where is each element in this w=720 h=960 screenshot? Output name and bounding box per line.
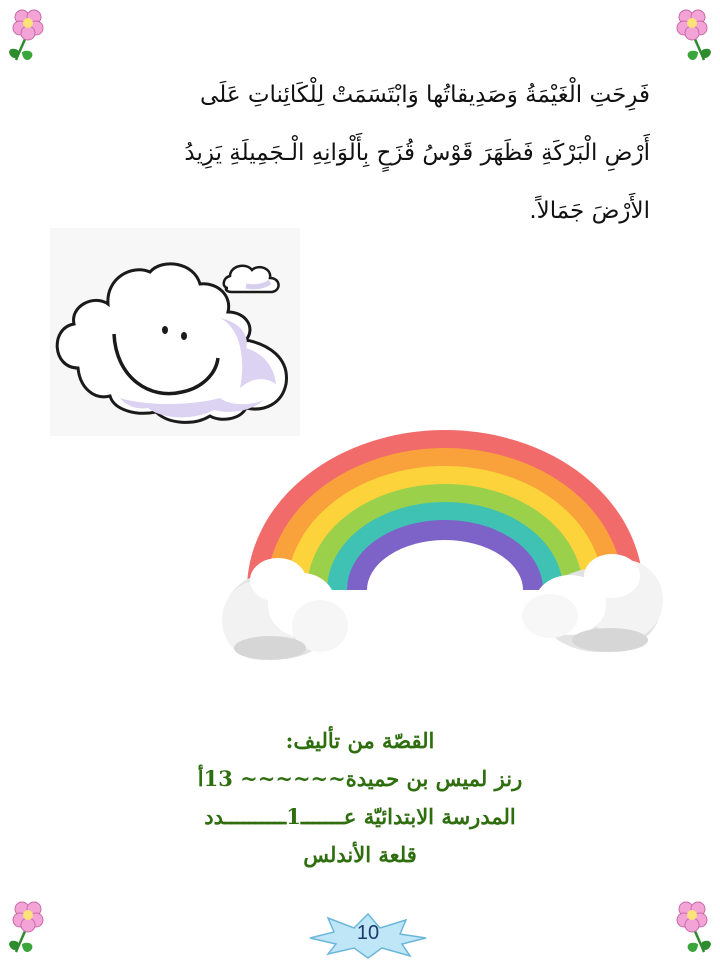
credits-heading: القصّة من تأليف: (285, 728, 435, 753)
author-name: رنز لميس بن حميدة~~~~~~ 13أ (197, 766, 523, 791)
city-name: قلعة الأندلس (303, 842, 417, 867)
rainbow-illustration (220, 430, 670, 675)
flower-icon (2, 2, 54, 66)
story-paragraph (150, 66, 650, 240)
story-line: أَرْضِ الْبَرْكَةِ فَظَهَرَ قَوْسُ قُزَحٍ بِأَلْوَانِهِ الْـجَمِيلَةِ يَزِيدُ (184, 140, 650, 166)
story-line: الأَرْضَ جَمَالاً. (529, 198, 650, 224)
school-name: المدرسة الابتدائيّة عـــــــ1ــــــــــدد (204, 804, 516, 829)
flower-icon (666, 2, 718, 66)
page-number: 10 (356, 922, 380, 944)
flower-icon (666, 894, 718, 958)
author-credits (140, 722, 580, 874)
cloud-face-illustration (50, 228, 300, 436)
story-line: فَرِحَتِ الْغَيْمَةُ وَصَدِيقاتُها وَابْتَسَمَتْ لِلْكَائِناتِ عَلَى (200, 82, 650, 108)
flower-icon (2, 894, 54, 958)
